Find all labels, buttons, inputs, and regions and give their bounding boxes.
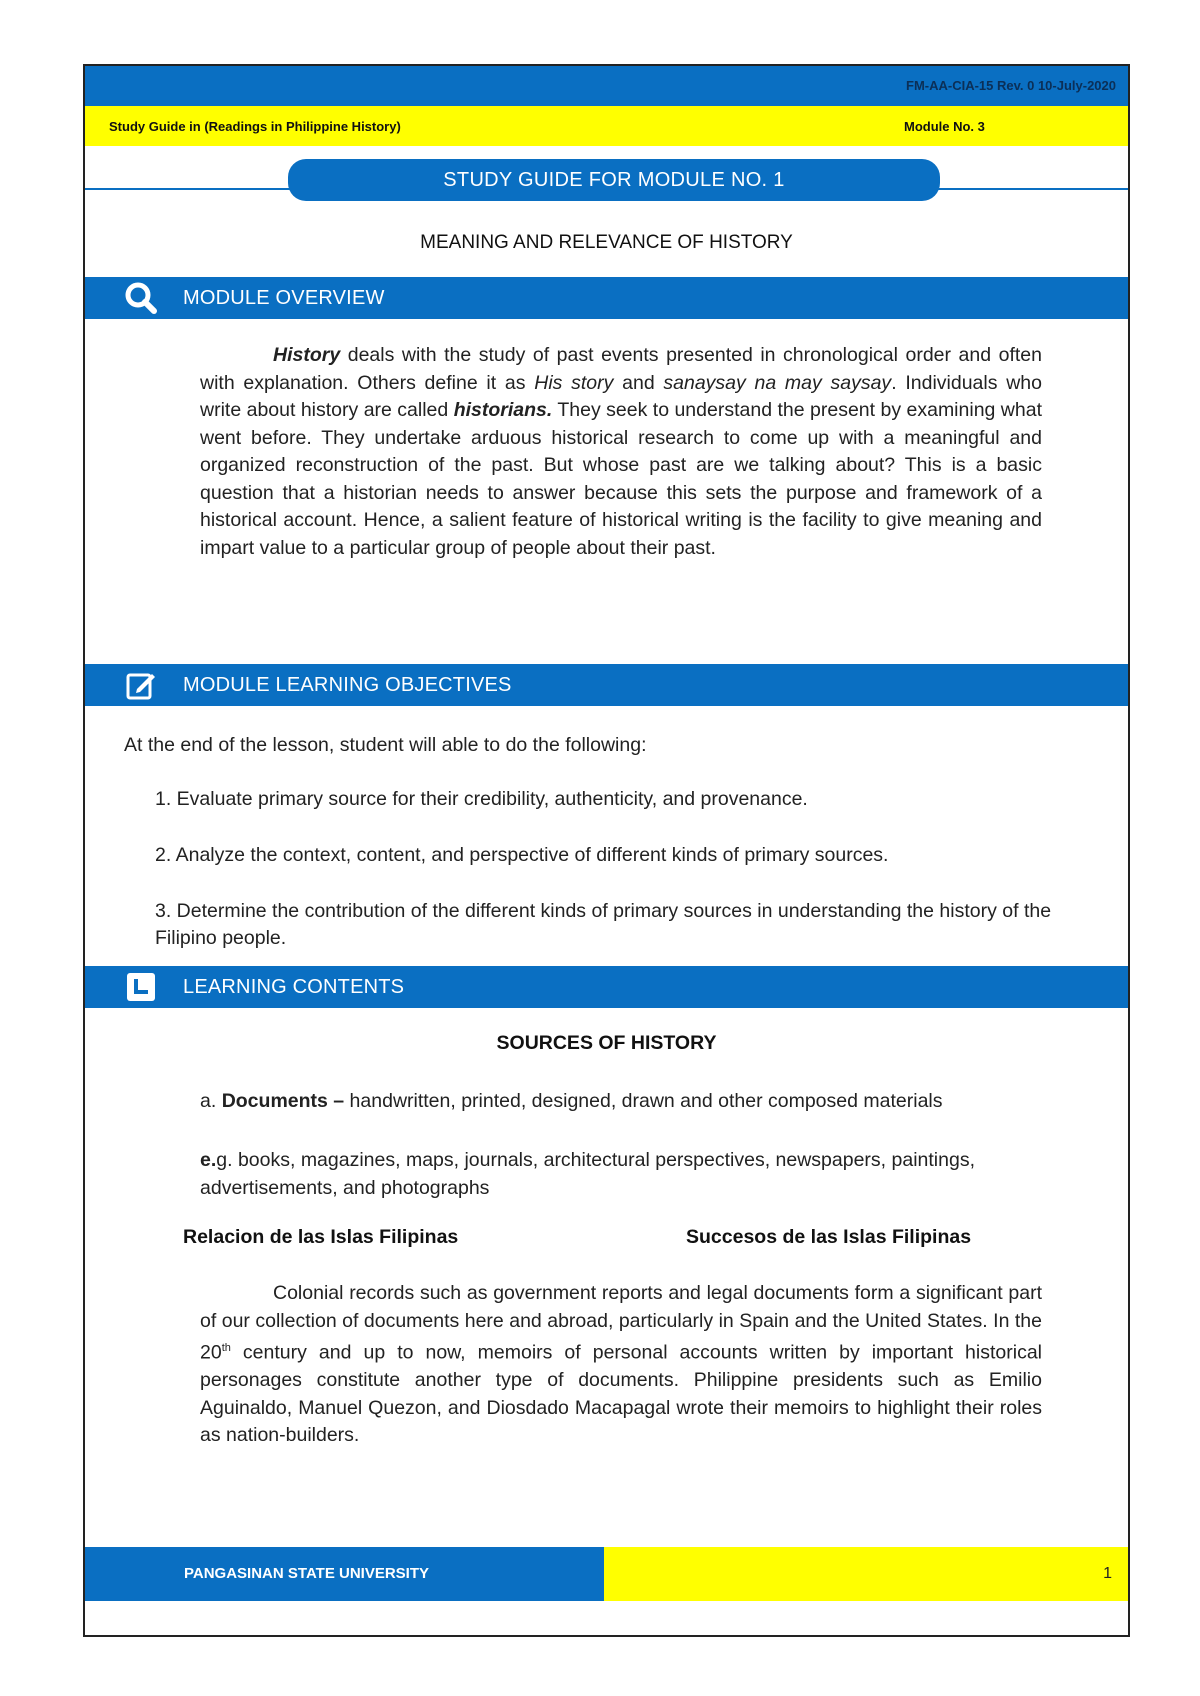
magnifier-icon — [125, 282, 157, 314]
guide-title: Study Guide in (Readings in Philippine History) — [109, 119, 401, 134]
pencil-edit-icon — [125, 669, 157, 701]
section-learning-contents — [85, 966, 1128, 1008]
module-subtitle: MEANING AND RELEVANCE OF HISTORY — [420, 232, 793, 253]
university-name: PANGASINAN STATE UNIVERSITY — [184, 1565, 430, 1582]
footer-page-bar — [604, 1547, 1128, 1601]
section-heading: LEARNING CONTENTS — [183, 976, 405, 998]
text: . Individuals who write about history are called — [200, 371, 1042, 421]
caption-relacion: Relacion de las Islas Filipinas — [183, 1226, 459, 1248]
objective-item-1: 1. Evaluate primary source for their credibility, authenticity, and provenance. — [155, 788, 808, 810]
top-header-bar — [85, 66, 1128, 106]
documents-examples — [200, 1147, 1040, 1202]
sources-title: SOURCES OF HISTORY — [496, 1032, 717, 1054]
objective-item-3: 3. Determine the contribution of the different kinds of primary sources in understanding the history of the Filipino people. — [155, 900, 1052, 949]
eg-bold: e. — [200, 1149, 217, 1171]
title-rule-right — [935, 188, 1128, 190]
text: a. — [200, 1090, 222, 1112]
footer-university-bar — [85, 1547, 604, 1601]
text: Colonial records such as government reports and legal documents form a significant part of our collection of documents here and abroad, particularly in Spain and the United States. In the 20 — [200, 1282, 1042, 1364]
objective-item-2: 2. Analyze the context, content, and perspective of different kinds of primary sources. — [155, 844, 889, 866]
page-number: 1 — [1103, 1565, 1112, 1582]
text: g. books, magazines, maps, journals, architectural perspectives, newspapers, paintings, advertisements, and photographs — [200, 1149, 975, 1199]
term-documents: Documents – — [221, 1090, 345, 1112]
module-banner: STUDY GUIDE FOR MODULE NO. 1 — [288, 159, 940, 201]
term-sanaysay: sanaysay na may saysay — [663, 371, 892, 394]
text: century and up to now, memoirs of personal accounts written by important historical personages constitute another type of documents. Philippine presidents such as Emilio Aguinaldo, Manuel Quezon, and Diosdado Macapagal wrote their memoirs to highlight their roles as nation-builders. — [200, 1341, 1042, 1446]
term-historians: historians. — [453, 399, 553, 421]
form-code: FM-AA-CIA-15 Rev. 0 10-July-2020 — [906, 78, 1116, 93]
study-guide-page — [83, 64, 1130, 1637]
colonial-records-paragraph — [200, 1280, 1042, 1450]
title-rule-left — [85, 188, 295, 190]
text: and — [613, 371, 664, 394]
overview-paragraph — [200, 342, 1042, 562]
caption-succesos: Succesos de las Islas Filipinas — [686, 1226, 972, 1248]
section-learning-objectives — [85, 664, 1128, 706]
section-module-overview — [85, 277, 1128, 319]
objectives-intro: At the end of the lesson, student will able to do the following: — [124, 734, 647, 756]
documents-definition — [200, 1086, 1020, 1116]
text: deals with the study of past events presented in chronological order and often with explanation. Others define it as — [200, 344, 1042, 394]
section-heading: MODULE LEARNING OBJECTIVES — [183, 674, 512, 696]
superscript-th: th — [221, 1342, 231, 1354]
book-icon — [125, 971, 157, 1003]
module-number: Module No. 3 — [904, 119, 985, 134]
text: They seek to understand the present by examining what went before. They undertake arduous historical research to come up with a meaningful and organized reconstruction of the past. But whose past are we talking about? This is a basic question that a historian needs to answer because this sets the purpose and framework of a historical account. Hence, a salient feature of historical writing is the facility to give meaning and impart value to a particular group of people about their past. — [200, 399, 1043, 559]
subject-header-bar — [85, 106, 1128, 146]
section-heading: MODULE OVERVIEW — [183, 287, 385, 309]
term-his-story: His story — [534, 371, 614, 394]
text: handwritten, printed, designed, drawn and other composed materials — [344, 1090, 943, 1112]
term-history: History — [273, 344, 341, 366]
